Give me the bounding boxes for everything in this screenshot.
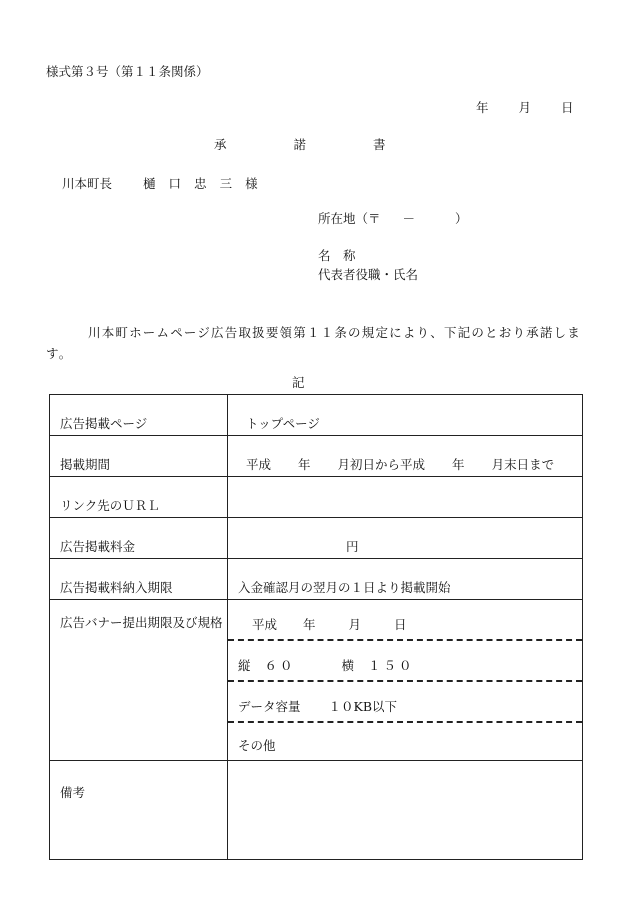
- size-horizontal-label: 横: [341, 658, 355, 673]
- banner-date-year: 年: [303, 617, 316, 632]
- title-char-3: 書: [373, 137, 386, 152]
- title-char-2: 諾: [293, 137, 307, 152]
- date-month: 月: [518, 100, 532, 115]
- date-line: [476, 102, 574, 115]
- banner-date-era: 平成: [252, 617, 278, 632]
- recipient-name-4: 三: [219, 176, 233, 191]
- period-year-1: 年: [298, 457, 311, 472]
- remarks-value[interactable]: [228, 761, 583, 860]
- applicant-name-label: 名 称: [318, 248, 356, 263]
- fee-value: [228, 518, 583, 559]
- ki-heading: 記: [292, 375, 305, 390]
- date-day: 日: [561, 100, 574, 115]
- table-row-banner: [50, 600, 583, 761]
- period-month-1: 月初日から平成: [337, 457, 426, 472]
- period-value: [228, 436, 583, 477]
- table-row-deadline: [50, 559, 583, 600]
- deadline-label: 広告掲載料納入期限: [50, 559, 228, 600]
- table-row-fee: [50, 518, 583, 559]
- banner-size: [238, 656, 415, 674]
- details-table: [49, 394, 583, 860]
- url-label: リンク先のＵＲＬ: [50, 477, 228, 518]
- postal-dash: －: [402, 211, 416, 226]
- banner-capacity: [238, 697, 397, 715]
- page-label: 広告掲載ページ: [50, 395, 228, 436]
- period-year-2: 年: [452, 457, 465, 472]
- recipient-office: 川本町長: [62, 176, 113, 191]
- banner-date-month: 月: [348, 617, 362, 632]
- recipient: [62, 178, 258, 191]
- recipient-name-2: 口: [168, 176, 182, 191]
- banner-label: 広告バナー提出期限及び規格: [50, 600, 228, 761]
- recipient-name-3: 忠: [194, 176, 207, 191]
- size-horizontal-value: １５０: [368, 658, 415, 673]
- recipient-honorific: 様: [245, 176, 258, 191]
- date-year: 年: [476, 100, 489, 115]
- size-vertical-label: 縦: [238, 658, 251, 673]
- banner-date-line: [228, 600, 582, 641]
- table-row-url: [50, 477, 583, 518]
- period-label: 掲載期間: [50, 436, 228, 477]
- capacity-label: データ容量: [238, 699, 301, 714]
- remarks-label: 備考: [50, 761, 228, 860]
- document-title: [214, 139, 386, 152]
- table-row-remarks: [50, 761, 583, 860]
- recipient-name-1: 樋: [143, 176, 156, 191]
- title-char-1: 承: [214, 137, 227, 152]
- body-text: 川本町ホームページ広告取扱要領第１１条の規定により、下記のとおり承諾します。: [46, 325, 581, 361]
- banner-other-line: [228, 723, 582, 760]
- deadline-value: 入金確認月の翌月の１日より掲載開始: [228, 559, 583, 600]
- form-number: 様式第３号（第１１条関係）: [46, 64, 209, 79]
- banner-date-day: 日: [394, 617, 407, 632]
- page-value: [228, 395, 583, 436]
- table-row-page: [50, 395, 583, 436]
- banner-capacity-line: [228, 682, 582, 723]
- period-era: 平成: [246, 457, 272, 472]
- banner-date: [252, 615, 407, 633]
- fee-unit: 円: [346, 539, 359, 554]
- address-close: ）: [455, 211, 468, 226]
- size-vertical-value: ６０: [264, 658, 296, 673]
- table-row-period: [50, 436, 583, 477]
- page-value-text: トップページ: [246, 416, 320, 431]
- period-month-2: 月末日まで: [491, 457, 555, 472]
- url-value[interactable]: [228, 477, 583, 518]
- capacity-value: １０KB以下: [328, 699, 398, 714]
- address-line: [318, 213, 468, 226]
- banner-size-line: [228, 641, 582, 682]
- banner-other: その他: [238, 738, 276, 753]
- banner-spec: [228, 600, 583, 761]
- representative-label: 代表者役職・氏名: [318, 267, 419, 282]
- fee-label: 広告掲載料金: [50, 518, 228, 559]
- address-label: 所在地（〒: [318, 211, 381, 226]
